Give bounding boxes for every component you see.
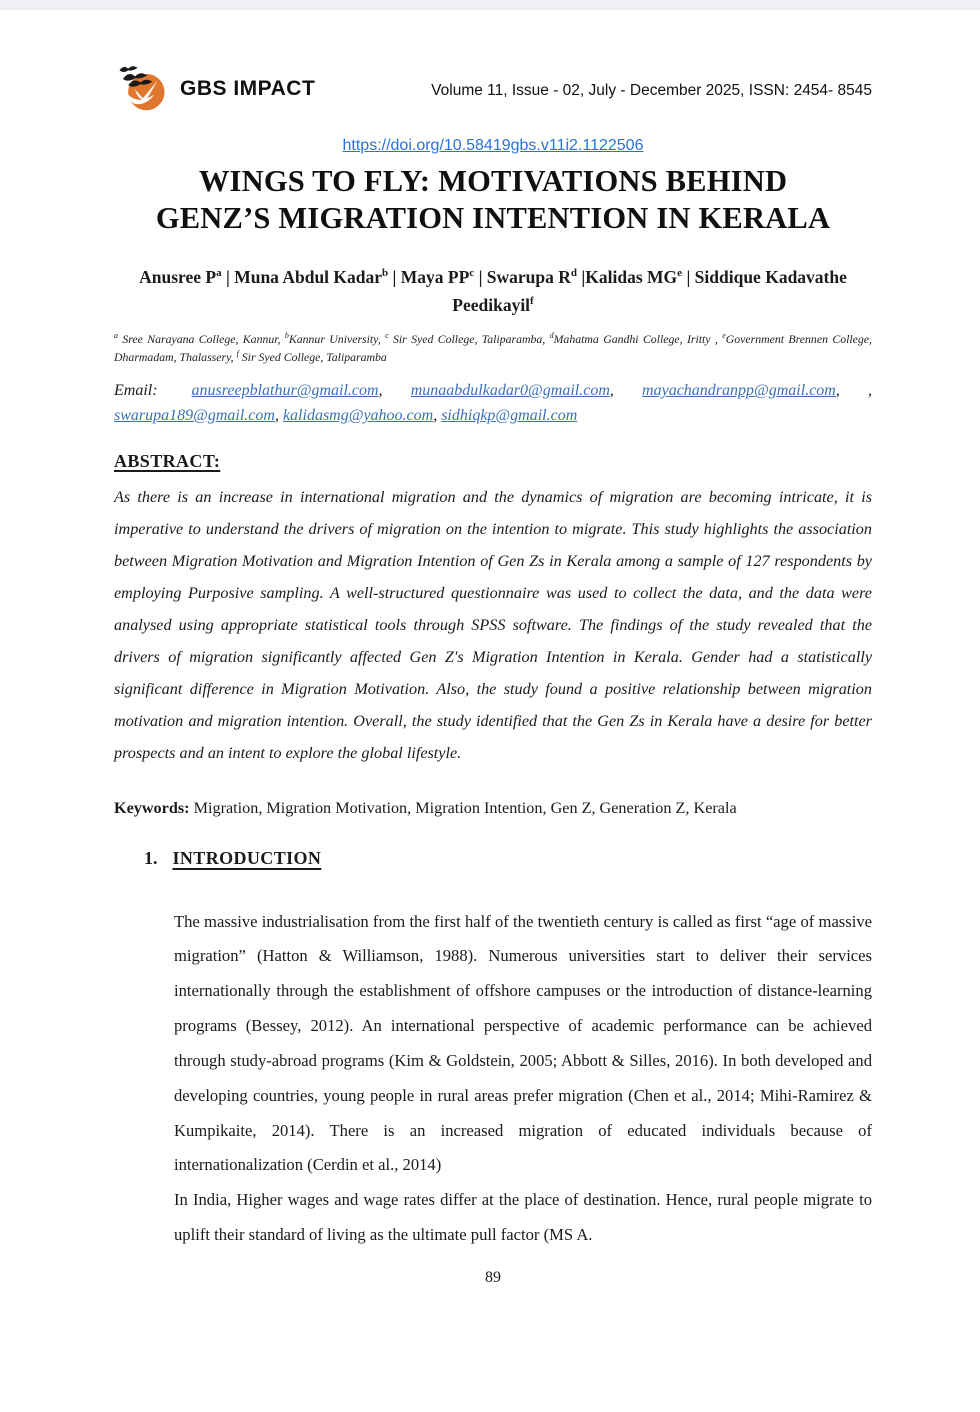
paper-title-line1: WINGS TO FLY: MOTIVATIONS BEHIND	[198, 164, 788, 198]
author-name: Anusree P	[139, 267, 217, 288]
introduction-heading	[144, 848, 872, 869]
introduction-body	[174, 905, 872, 1253]
gbs-impact-logo-icon	[114, 60, 170, 117]
author-superscript: d	[570, 267, 578, 280]
paper-title-line2: GENZ’S MIGRATION INTENTION IN KERALA	[155, 200, 831, 235]
doi-link[interactable]: https://doi.org/10.58419gbs.v11i2.1122506	[342, 137, 644, 154]
journal-logo	[114, 60, 315, 117]
email-link[interactable]: anusreepblathur@gmail.com	[191, 382, 379, 400]
paper-title	[114, 163, 872, 236]
author-name: Maya PP	[400, 267, 470, 288]
author-name: Swarupa R	[486, 267, 571, 288]
keywords-text: Migration, Migration Motivation, Migration Intention, Gen Z, Generation Z, Kerala	[189, 798, 737, 817]
affiliation-superscript: c	[385, 331, 389, 341]
journal-name: GBS IMPACT	[180, 76, 316, 100]
intro-paragraph: The massive industrialisation from the first half of the twentieth century is called as first “age of massive migration” (Hatton & Williamson, 1988). Numerous universities start to deliver their services internationally through the establishment of offshore campuses or the introduction of distance-learning programs (Bessey, 2012). An international perspective of academic performance can be achieved through study-abroad programs (Kim & Goldstein, 2005; Abbott & Silles, 2016). In both developed and developing countries, young people in rural areas prefer migration (Chen et al., 2014; Mihi-Ramirez & Kumpikaite, 2014). There is an increased migration of educated individuals because of internationalization (Cerdin et al., 2014)	[174, 911, 872, 1175]
author-name: Siddique Kadavathe Peedikayil	[452, 267, 847, 316]
abstract-body: As there is an increase in international migration and the dynamics of migration are becoming intricate, it is imperative to understand the drivers of migration on the intention to migrate. This study highlights the association between Migration Motivation and Migration Intention of Gen Zs in Kerala among a sample of 127 respondents by employing Purposive sampling. A well-structured questionnaire was used to collect the data, and the data were analysed using appropriate statistical tools through SPSS software. The findings of the study revealed that the drivers of migration significantly affected Gen Z's Migration Intention in Kerala. Gender had a statistically significant difference in Migration Motivation. Also, the study found a positive relationship between migration motivation and migration intention. Overall, the study identified that the Gen Zs in Kerala have a desire for better prospects and an intent to explore the global lifestyle.	[114, 487, 872, 763]
keywords-line	[114, 799, 872, 818]
affiliation-superscript: e	[722, 331, 726, 341]
email-label: Email:	[114, 382, 158, 400]
doi-line	[114, 137, 872, 155]
email-link[interactable]: swarupa189@gmail.com	[114, 407, 275, 425]
affiliation-superscript: d	[549, 331, 554, 341]
email-link[interactable]: mayachandranpp@gmail.com	[642, 382, 836, 400]
author-superscript: f	[530, 295, 534, 308]
section-number: 1.	[144, 847, 158, 868]
email-link[interactable]: munaabdulkadar0@gmail.com	[410, 382, 610, 400]
author-name: Kalidas MG	[585, 267, 678, 288]
journal-header	[114, 60, 872, 117]
issue-info: Volume 11, Issue - 02, July - December 2025, ISSN: 2454- 8545	[431, 81, 872, 99]
paper-page	[0, 60, 980, 1287]
keywords-label: Keywords:	[114, 798, 190, 817]
affiliation-superscript: b	[284, 331, 289, 341]
author-superscript: e	[677, 267, 683, 280]
page-top-strip	[0, 0, 980, 10]
email-links: anusreepblathur@gmail.com, munaabdulkadar0@gmail.com, mayachandranpp@gmail.com, , swarupa189@gmail.com, kalidasmg@yahoo.com, sidhiqkp@gmail.com	[114, 382, 873, 425]
author-superscript: a	[216, 267, 222, 280]
intro-paragraph: In India, Higher wages and wage rates differ at the place of destination. Hence, rural people migrate to uplift their standard of living as the ultimate pull factor (MS A.	[174, 1190, 872, 1245]
abstract-heading: ABSTRACT:	[114, 450, 221, 471]
authors-line: Anusree $P^a$ | Muna Abdul Kadar$^b$ | Maya $PP^c$ | Swarupa $R^d$ |Kalidas $MG^e$ | Siddique Kadavathe Peedikayil$^f$	[139, 267, 847, 316]
author-superscript: c	[469, 267, 475, 280]
author-name: Muna Abdul Kadar	[234, 267, 383, 288]
author-superscript: b	[382, 267, 389, 280]
email-link[interactable]: sidhiqkp@gmail.com	[441, 407, 578, 425]
email-line	[114, 379, 872, 429]
page-number: 89	[485, 1268, 501, 1286]
email-link[interactable]: kalidasmg@yahoo.com	[282, 407, 434, 425]
affiliations: $^a$ Sree Narayana College, Kannur, $^b$Kannur University, $^c$ Sir Syed College, Taliparamba, $^d$Mahatma Gandhi College, Iritty , $^e$Government Brennen College, Dharmadam, Thalassery, $^f$ Sir Syed College, Taliparamba	[114, 331, 872, 365]
affiliation-superscript: f	[236, 349, 239, 359]
section-title: INTRODUCTION	[172, 847, 322, 868]
affiliation-superscript: a	[114, 331, 118, 341]
